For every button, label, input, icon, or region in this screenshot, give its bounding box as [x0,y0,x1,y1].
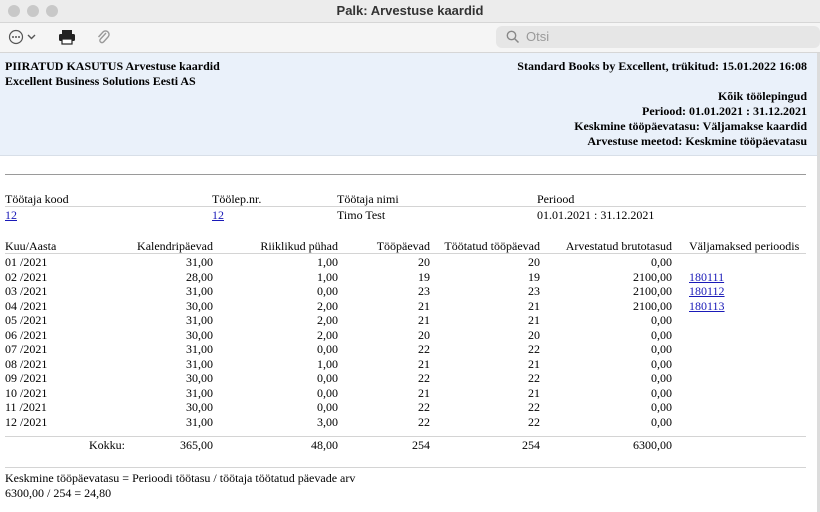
employee-code-header: Töötaja kood [5,192,69,206]
gross-pay-cell: 0,00 [651,385,672,400]
holidays-cell: 0,00 [317,342,338,356]
total-gross-pay: 6300,00 [633,438,672,452]
month-cell: 04 /2021 [5,298,48,313]
gross-pay-cell: 0,00 [651,356,672,371]
employee-name: Timo Test [337,208,386,222]
workdays-cell: 23 [418,284,430,298]
workdays-cell: 19 [418,269,430,284]
calendar-days-cell: 30,00 [186,298,213,313]
worked-days-cell: 19 [528,269,540,284]
workdays-cell: 20 [418,255,430,269]
print-button[interactable] [58,27,76,47]
calendar-days-cell: 31,00 [186,342,213,356]
avg-rate-filter: Keskmine tööpäevatasu: Väljamakse kaardid [574,119,807,133]
gross-pay-cell: 2100,00 [633,269,672,284]
workdays-cell: 21 [418,385,430,400]
workdays-cell: 20 [418,327,430,342]
totals-divider [5,436,806,437]
calendar-days-cell: 30,00 [186,371,213,385]
workdays-cell: 22 [418,342,430,356]
company-name: Excellent Business Solutions Eesti AS [5,74,196,88]
paperclip-icon [96,29,110,45]
period-header: Periood [537,192,575,206]
column-header-holidays: Riiklikud pühad [260,239,338,253]
month-cell: 10 /2021 [5,385,48,400]
report-header [0,53,817,156]
window-title: Palk: Arvestuse kaardid [336,3,484,18]
worked-days-cell: 22 [528,371,540,385]
search-input[interactable] [496,26,820,48]
holidays-cell: 1,00 [317,255,338,269]
employee-name-header: Töötaja nimi [337,192,399,206]
worked-days-cell: 21 [528,385,540,400]
footer-divider [5,467,806,468]
gross-pay-cell: 2100,00 [633,284,672,298]
gross-pay-cell: 2100,00 [633,298,672,313]
calendar-days-cell: 31,00 [186,255,213,269]
workdays-cell: 22 [418,400,430,414]
worked-days-cell: 21 [528,298,540,313]
month-cell: 06 /2021 [5,327,48,342]
calendar-days-cell: 30,00 [186,327,213,342]
month-cell: 12 /2021 [5,414,48,429]
workdays-cell: 21 [418,313,430,327]
worked-days-cell: 20 [528,327,540,342]
totals-label: Kokku: [89,438,125,452]
more-options-button[interactable] [8,27,40,47]
method-filter: Arvestuse meetod: Keskmine tööpäevatasu [587,134,807,148]
calendar-days-cell: 31,00 [186,313,213,327]
total-calendar-days: 365,00 [180,438,213,452]
ellipsis-circle-icon [8,29,40,45]
worked-days-cell: 22 [528,400,540,414]
formula-text: Keskmine tööpäevatasu = Perioodi töötasu / töötaja töötatud päevade arv [5,471,356,485]
worked-days-cell: 23 [528,284,540,298]
gross-pay-cell: 0,00 [651,414,672,429]
gross-pay-cell: 0,00 [651,255,672,269]
calendar-days-cell: 31,00 [186,385,213,400]
contract-number-link[interactable]: 12 [212,208,224,222]
gross-pay-cell: 0,00 [651,371,672,385]
column-header-calendar-days: Kalendripäevad [137,239,213,253]
employee-code-link[interactable]: 12 [5,208,17,222]
header-divider [5,253,806,254]
holidays-cell: 0,00 [317,371,338,385]
worked-days-cell: 21 [528,356,540,371]
column-header-gross-pay: Arvestatud brutotasud [565,239,672,253]
holidays-cell: 2,00 [317,313,338,327]
month-cell: 03 /2021 [5,284,48,298]
search-icon [506,30,520,44]
month-cell: 07 /2021 [5,342,48,356]
printer-icon [58,29,76,45]
total-holidays: 48,00 [311,438,338,452]
column-header-payments: Väljamaksed perioodis [689,239,800,253]
month-cell: 05 /2021 [5,313,48,327]
month-cell: 11 /2021 [5,400,47,414]
gross-pay-cell: 0,00 [651,400,672,414]
report-title: PIIRATUD KASUTUS Arvestuse kaardid [5,59,220,73]
employee-period: 01.01.2021 : 31.12.2021 [537,208,655,222]
holidays-cell: 0,00 [317,400,338,414]
contracts-filter: Kõik töölepingud [717,89,807,103]
holidays-cell: 2,00 [317,327,338,342]
month-cell: 09 /2021 [5,371,48,385]
column-header-worked-days: Töötatud tööpäevad [444,239,540,253]
holidays-cell: 2,00 [317,298,338,313]
attach-button[interactable] [96,27,110,47]
title-bar [0,0,820,23]
worked-days-cell: 22 [528,342,540,356]
workdays-cell: 22 [418,414,430,429]
gross-pay-cell: 0,00 [651,327,672,342]
toolbar [0,23,820,53]
workdays-cell: 21 [418,298,430,313]
month-cell: 01 /2021 [5,255,48,269]
period-filter: Periood: 01.01.2021 : 31.12.2021 [642,104,807,118]
column-header-month: Kuu/Aasta [5,239,57,253]
worked-days-cell: 22 [528,414,540,429]
divider [5,206,806,207]
calendar-days-cell: 31,00 [186,284,213,298]
printed-info: Standard Books by Excellent, trükitud: 15.01.2022 16:08 [517,59,807,73]
holidays-cell: 3,00 [317,414,338,429]
separator-rule [5,174,806,175]
holidays-cell: 0,00 [317,284,338,298]
total-workdays: 254 [412,438,430,452]
search-placeholder: Otsi [526,29,550,44]
total-worked-days: 254 [522,438,540,452]
month-cell: 08 /2021 [5,356,48,371]
holidays-cell: 1,00 [317,269,338,284]
workdays-cell: 22 [418,371,430,385]
calendar-days-cell: 31,00 [186,414,213,429]
payment-link[interactable]: 180111 [689,269,725,284]
contract-number-header: Töölep.nr. [212,192,262,206]
workdays-cell: 21 [418,356,430,371]
holidays-cell: 1,00 [317,356,338,371]
gross-pay-cell: 0,00 [651,313,672,327]
formula-result: 6300,00 / 254 = 24,80 [5,486,112,500]
calendar-days-cell: 30,00 [186,400,213,414]
worked-days-cell: 20 [528,255,540,269]
calendar-days-cell: 31,00 [186,356,213,371]
column-header-workdays: Tööpäevad [376,239,430,253]
gross-pay-cell: 0,00 [651,342,672,356]
payment-link[interactable]: 180112 [689,284,725,298]
holidays-cell: 0,00 [317,385,338,400]
month-cell: 02 /2021 [5,269,48,284]
calendar-days-cell: 28,00 [186,269,213,284]
payment-link[interactable]: 180113 [689,298,725,313]
worked-days-cell: 21 [528,313,540,327]
